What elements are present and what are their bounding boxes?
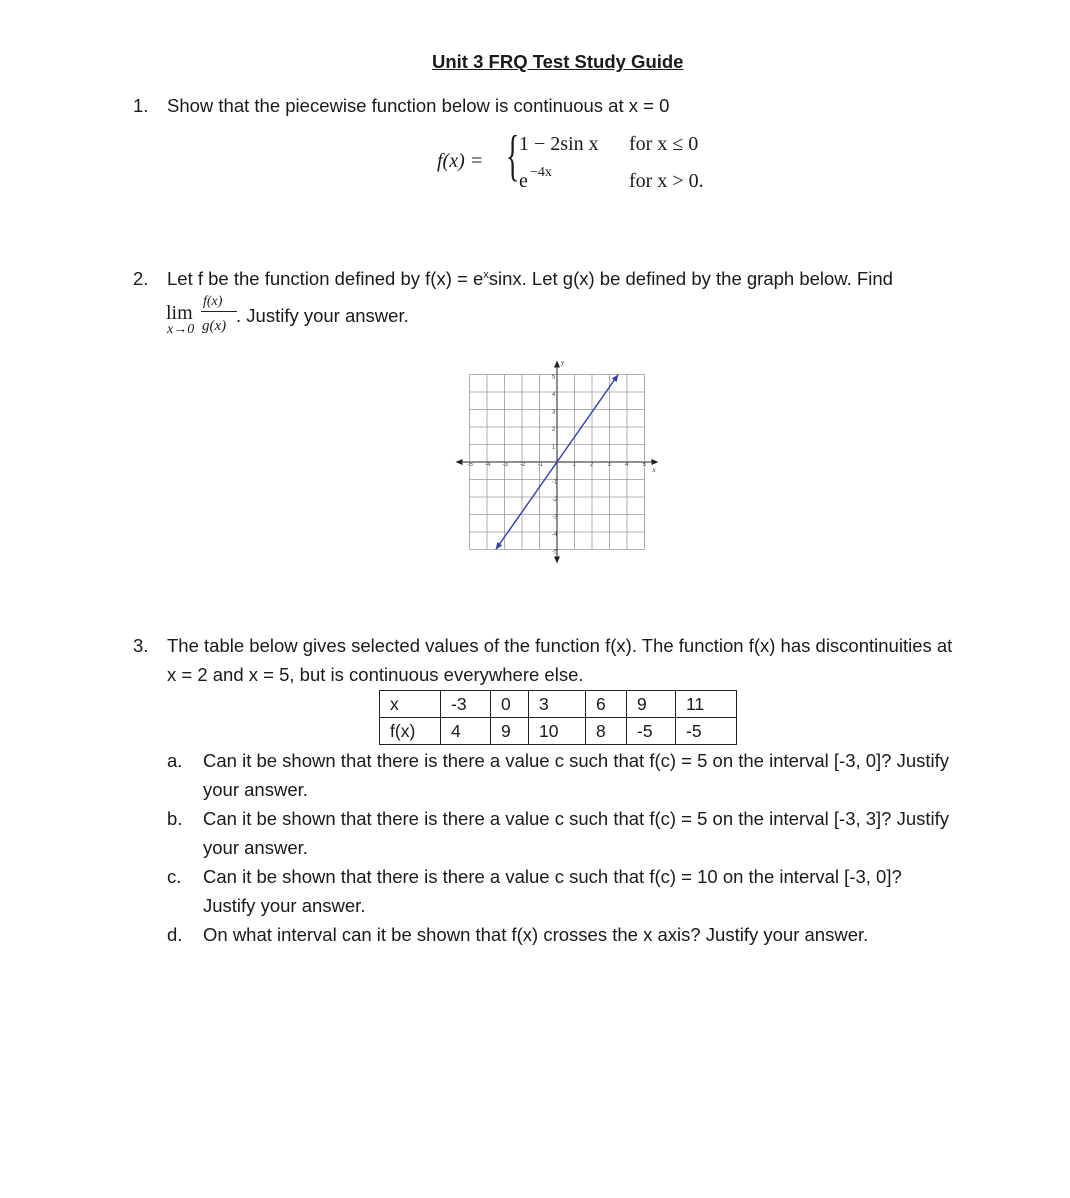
q1-case2-exp: −4x (530, 165, 552, 180)
table-cell: 4 (441, 718, 491, 745)
q3-part-a-line1: Can it be shown that there is there a value c such that f(c) = 5 on the interval [-3, 0]? Justify (203, 750, 950, 771)
y-tick-label: 1 (552, 444, 556, 451)
q1-fx-label: f(x) = (437, 150, 484, 172)
q3-part-d-letter: d. (167, 924, 183, 945)
g-line-arrow-end (612, 375, 618, 382)
y-axis-label: y (561, 360, 565, 367)
q3-part-c-line1: Can it be shown that there is there a value c such that f(c) = 10 on the interval [-3, 0]? (203, 866, 902, 887)
x-tick-label: -5 (467, 462, 473, 468)
q3-part-b-line2: your answer. (203, 837, 308, 858)
table-cell: 0 (491, 691, 529, 718)
q2-text (167, 268, 893, 290)
q1-brace: { (506, 125, 520, 187)
y-tick-label: -1 (552, 479, 558, 486)
y-axis-arrow-up (554, 361, 560, 368)
q3-part-c-letter: c. (167, 866, 182, 887)
x-tick-label: 1 (572, 462, 576, 468)
x-tick-label: 4 (625, 462, 629, 468)
q3-part-c-line2: Justify your answer. (203, 895, 366, 916)
page-title: Unit 3 FRQ Test Study Guide (432, 51, 684, 72)
table-row (380, 718, 737, 745)
q2-number: 2. (133, 268, 149, 289)
q1-case1-expr: 1 − 2sin x (519, 133, 599, 155)
q1-case1-cond: for x ≤ 0 (629, 133, 699, 155)
table-cell: -5 (676, 718, 737, 745)
q3-part-a-line2: your answer. (203, 779, 308, 800)
q3-number: 3. (133, 635, 149, 656)
x-axis-arrow-left (456, 459, 463, 465)
x-tick-label: 2 (590, 462, 594, 468)
q2-tail: . Justify your answer. (236, 305, 409, 326)
q3-part-b-letter: b. (167, 808, 183, 829)
y-tick-label: 3 (552, 409, 556, 416)
table-cell: -3 (441, 691, 491, 718)
q3-part-b-line1: Can it be shown that there is there a value c such that f(c) = 5 on the interval [-3, 3]? Justify (203, 808, 950, 829)
table-cell: 10 (529, 718, 586, 745)
q2-lim-sub: x→0 (167, 322, 195, 337)
q3-values-table (379, 690, 737, 745)
table-cell: f(x) (380, 718, 441, 745)
q1-number: 1. (133, 95, 149, 116)
table-cell: 6 (586, 691, 627, 718)
table-row (380, 691, 737, 718)
table-cell: -5 (627, 718, 676, 745)
y-tick-label: 4 (552, 392, 556, 398)
y-tick-label: 2 (552, 427, 556, 433)
table-cell: 9 (491, 718, 529, 745)
q2-lim: lim (166, 302, 193, 324)
y-tick-label: -4 (552, 532, 558, 538)
x-tick-label: 3 (607, 462, 611, 468)
x-tick-label: -1 (537, 462, 543, 468)
q1-case2-base: e (519, 170, 528, 192)
table-cell: 3 (529, 691, 586, 718)
q1-case2-cond: for x > 0. (629, 170, 704, 192)
table-cell: 9 (627, 691, 676, 718)
y-tick-label: -5 (552, 549, 558, 556)
q3-part-a-letter: a. (167, 750, 183, 771)
q2-frac-num: f(x) (203, 294, 223, 309)
q2-text-a: Let f be the function defined by f(x) = e (167, 268, 484, 289)
x-tick-label: 5 (642, 462, 646, 468)
q2-text-exp: x (483, 268, 489, 281)
table-cell: 11 (676, 691, 737, 718)
q2-graph-svg (455, 360, 665, 570)
g-line-arrow-start (496, 542, 502, 549)
table-cell: 8 (586, 718, 627, 745)
q3-line1: The table below gives selected values of the function f(x). The function f(x) has discontinuities at (167, 635, 953, 656)
y-tick-label: 5 (552, 374, 556, 381)
q3-part-d-line1: On what interval can it be shown that f(x) crosses the x axis? Justify your answer. (203, 924, 869, 945)
x-axis-label: x (652, 466, 656, 474)
x-axis-arrow-right (652, 459, 659, 465)
y-tick-label: -3 (552, 514, 558, 521)
x-tick-label: -4 (485, 462, 491, 468)
y-axis-arrow-down (554, 557, 560, 564)
x-tick-label: -2 (520, 462, 526, 468)
q3-line2: x = 2 and x = 5, but is continuous everywhere else. (167, 664, 584, 685)
q2-graph (455, 360, 665, 570)
q1-text: Show that the piecewise function below is continuous at x = 0 (167, 95, 670, 116)
x-tick-label: -3 (502, 462, 508, 468)
q2-frac-den: g(x) (202, 318, 227, 334)
q2-frac-bar (201, 311, 237, 312)
y-tick-label: -2 (552, 497, 558, 503)
q2-text-b: sinx. Let g(x) be defined by the graph below. Find (488, 268, 893, 289)
table-cell: x (380, 691, 441, 718)
